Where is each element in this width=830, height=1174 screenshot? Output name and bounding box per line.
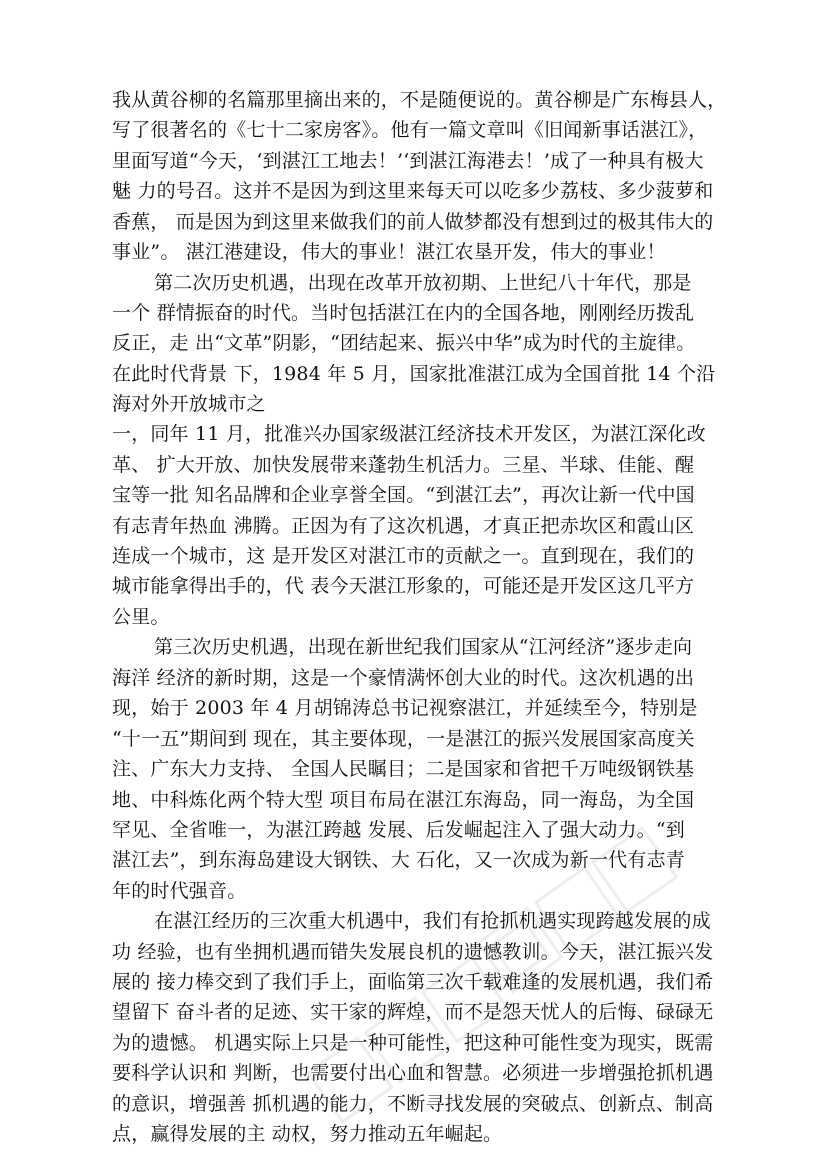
text-line: 要科学认识和 判断，也需要付出心血和智慧。必须进一步增强抢抓机遇	[112, 1062, 714, 1084]
text-line: 连成一个城市，这 是开发区对湛江市的贡献之一。直到现在，我们的	[112, 545, 695, 567]
text-line: 城市能拿得出手的，代 表今天湛江形象的，可能还是开发区这几平方	[112, 575, 695, 597]
text-line: 展的 接力棒交到了我们手上，面临第三次千载难逢的发展机遇，我们希	[112, 971, 714, 993]
text-line: 海对外开放城市之	[112, 393, 266, 415]
text-line: 魅 力的号召。这并不是因为到这里来每天可以吃多少荔枝、多少菠萝和	[112, 180, 714, 202]
text-line: 的意识，增强善 抓机遇的能力，不断寻找发展的突破点、创新点、制高	[112, 1093, 714, 1115]
text-line: 在此时代背景 下，1984 年 5 月，国家批准湛江成为全国首批 14 个沿	[112, 363, 716, 385]
paragraph-start-line: 第三次历史机遇，出现在新世纪我们国家从“江河经济”逐步走向	[154, 636, 693, 658]
paragraph-start-line: 第二次历史机遇，出现在改革开放初期、上世纪八十年代，那是	[154, 272, 692, 294]
text-line: 注、广东大力支持、 全国人民瞩目；二是国家和省把千万吨级钢铁基	[112, 758, 695, 780]
text-line: 革、 扩大开放、加快发展带来蓬勃生机活力。三星、半球、佳能、醒	[112, 454, 695, 476]
text-line: 我从黄谷柳的名篇那里摘出来的，不是随便说的。黄谷柳是广东梅县人，	[112, 89, 727, 111]
paragraph-start-line: 在湛江经历的三次重大机遇中，我们有抢抓机遇实现跨越发展的成	[154, 910, 711, 932]
text-line: 一，同年 11 月，批准兴办国家级湛江经济技术开发区，为湛江深化改	[112, 423, 706, 445]
text-line: 写了很著名的《七十二家房客》。他有一篇文章叫《旧闻新事话湛江》，	[112, 119, 708, 141]
text-line: 海洋 经济的新时期，这是一个豪情满怀创大业的时代。这次机遇的出	[112, 667, 695, 689]
text-line: 一个 群情振奋的时代。当时包括湛江在内的全国各地，刚刚经历拨乱	[112, 302, 695, 324]
text-line: 里面写道“今天，‘到湛江工地去！’‘到湛江海港去！’成了一种具有极大	[112, 150, 704, 172]
text-line: “十一五”期间到 现在，其主要体现，一是湛江的振兴发展国家高度关	[112, 728, 695, 750]
text-line: 事业”。 湛江港建设，伟大的事业！湛江农垦开发，伟大的事业！	[112, 241, 666, 263]
text-line: 公里。	[112, 606, 170, 628]
text-line: 反正，走 出“文革”阴影，“团结起来、振兴中华”成为时代的主旋律。	[112, 332, 696, 354]
text-line: 年的时代强音。	[112, 880, 247, 902]
text-line: 为的遗憾。 机遇实际上只是一种可能性，把这种可能性变为现实，既需	[112, 1032, 714, 1054]
text-line: 宝等一批 知名品牌和企业享誉全国。“到湛江去”，再次让新一代中国	[112, 484, 695, 506]
text-line: 香蕉， 而是因为到这里来做我们的前人做梦都没有想到过的极其伟大的	[112, 211, 714, 233]
text-line: 地、中科炼化两个特大型 项目布局在湛江东海岛，同一海岛，为全国	[112, 789, 695, 811]
text-line: 望留下 奋斗者的足迹、实干家的辉煌，而不是怨天忧人的后悔、碌碌无	[112, 1001, 714, 1023]
text-line: 功 经验，也有坐拥机遇而错失发展良机的遗憾教训。今天，湛江振兴发	[112, 941, 714, 963]
text-line: 点，赢得发展的主 动权，努力推动五年崛起。	[112, 1123, 503, 1145]
text-line: 有志青年热血 沸腾。正因为有了这次机遇，才真正把赤坎区和霞山区	[112, 515, 695, 537]
text-line: 湛江去”，到东海岛建设大钢铁、大 石化，又一次成为新一代有志青	[112, 849, 685, 871]
text-line: 现，始于 2003 年 4 月胡锦涛总书记视察湛江，并延续至今，特别是	[112, 697, 698, 719]
text-line: 罕见、全省唯一，为湛江跨越 发展、后发崛起注入了强大动力。“到	[112, 819, 685, 841]
